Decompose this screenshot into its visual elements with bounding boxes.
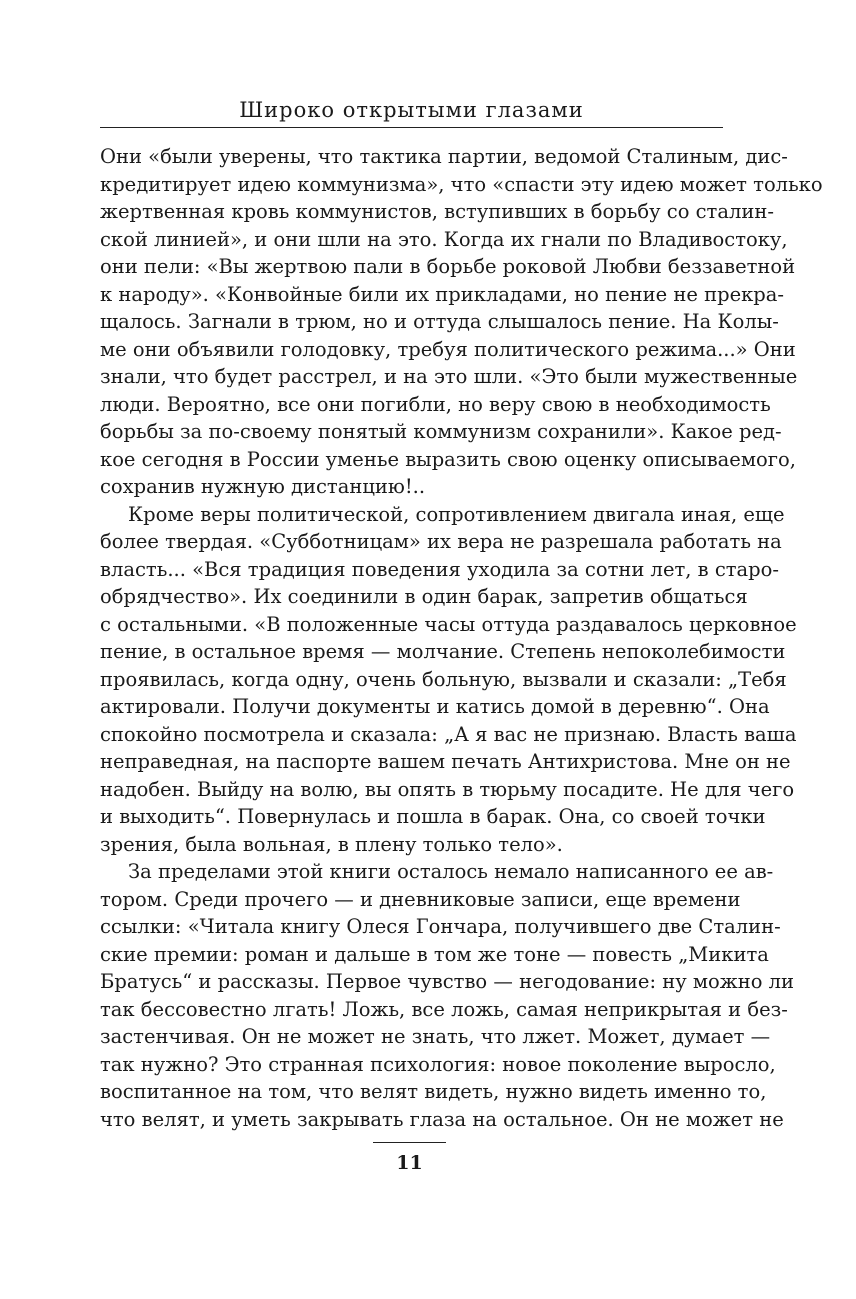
- text-line: Кроме веры политической, сопротивлением двигала иная, еще: [128, 502, 785, 526]
- text-line: так нужно? Это странная психология: новое поколение выросло,: [100, 1052, 776, 1076]
- text-line: и выходить“. Повернулась и пошла в барак. Она, со своей точки: [100, 805, 766, 828]
- text-line: проявилась, когда одну, очень больную, вызвали и сказали: „Тебя: [100, 667, 787, 691]
- text-line: обрядчество». Их соединили в один барак, запретив общаться: [100, 585, 748, 608]
- text-line: ской линией», и они шли на это. Когда их гнали по Владивостоку,: [100, 227, 788, 251]
- text-line: Они «были уверены, что тактика партии, ведомой Сталиным, дис-: [100, 145, 788, 168]
- text-line: люди. Вероятно, все они погибли, но веру свою в необходимость: [100, 392, 771, 416]
- running-head-rule: [100, 127, 723, 128]
- text-line: надобен. Выйду на волю, вы опять в тюрьму посадите. Не для чего: [100, 777, 795, 801]
- body-text: [100, 143, 823, 1133]
- text-line: ссылки: «Читала книгу Олеся Гончара, получившего две Сталин-: [100, 915, 781, 938]
- page-number: 11: [396, 1152, 423, 1174]
- text-line: спокойно посмотрела и сказала: „А я вас не признаю. Власть ваша: [100, 722, 797, 746]
- text-line: знали, что будет расстрел, и на это шли. «Это были мужественные: [100, 365, 798, 388]
- text-line: воспитанное на том, что велят видеть, нужно видеть именно то,: [100, 1080, 767, 1103]
- text-line: застенчивая. Он не может не знать, что лжет. Может, думает —: [100, 1025, 771, 1048]
- text-line: ме они объявили голодовку, требуя политического режима...» Они: [100, 337, 796, 361]
- text-line: так бессовестно лгать! Ложь, все ложь, самая неприкрытая и без-: [100, 997, 788, 1021]
- paragraph: [100, 501, 797, 859]
- text-line: За пределами этой книги осталось немало написанного ее ав-: [128, 860, 774, 883]
- text-line: щалось. Загнали в трюм, но и оттуда слышалось пение. На Колы-: [100, 310, 779, 333]
- text-line: ские премии: роман и дальше в том же тоне — повесть „Микита: [100, 942, 769, 966]
- text-line: кое сегодня в России уменье выразить свою оценку описываемого,: [100, 447, 796, 471]
- text-line: актировали. Получи документы и катись домой в деревню“. Она: [100, 695, 770, 718]
- text-line: борьбы за по-своему понятый коммунизм сохранили». Какое ред-: [100, 420, 782, 443]
- text-line: власть... «Вся традиция поведения уходила за сотни лет, в старо-: [100, 557, 779, 581]
- text-line: к народу». «Конвойные били их прикладами, но пение не прекра-: [100, 282, 784, 306]
- text-line: тором. Среди прочего — и дневниковые записи, еще времени: [100, 887, 741, 911]
- text-line: они пели: «Вы жертвою пали в борьбе роковой Любви беззаветной: [100, 255, 796, 278]
- text-line: пение, в остальное время — молчание. Степень непоколебимости: [100, 640, 786, 663]
- text-line: более твердая. «Субботницам» их вера не разрешала работать на: [100, 530, 782, 553]
- running-head: Широко открытыми глазами: [239, 98, 584, 122]
- text-line: Братусь“ и рассказы. Первое чувство — негодование: ну можно ли: [100, 970, 795, 993]
- text-line: что велят, и уметь закрывать глаза на остальное. Он не может не: [100, 1107, 784, 1131]
- text-line: неправедная, на паспорте вашем печать Антихристова. Мне он не: [100, 750, 791, 773]
- footer-rule: [373, 1142, 446, 1143]
- paragraph: [100, 858, 795, 1133]
- text-line: кредитирует идею коммунизма», что «спасти эту идею может только: [100, 172, 823, 196]
- paragraph: [100, 143, 823, 501]
- text-line: жертвенная кровь коммунистов, вступивших в борьбу со сталин-: [100, 200, 774, 223]
- text-line: с остальными. «В положенные часы оттуда раздавалось церковное: [100, 612, 797, 636]
- text-line: зрения, была вольная, в плену только тело».: [100, 832, 563, 856]
- text-line: сохранив нужную дистанцию!..: [100, 475, 426, 498]
